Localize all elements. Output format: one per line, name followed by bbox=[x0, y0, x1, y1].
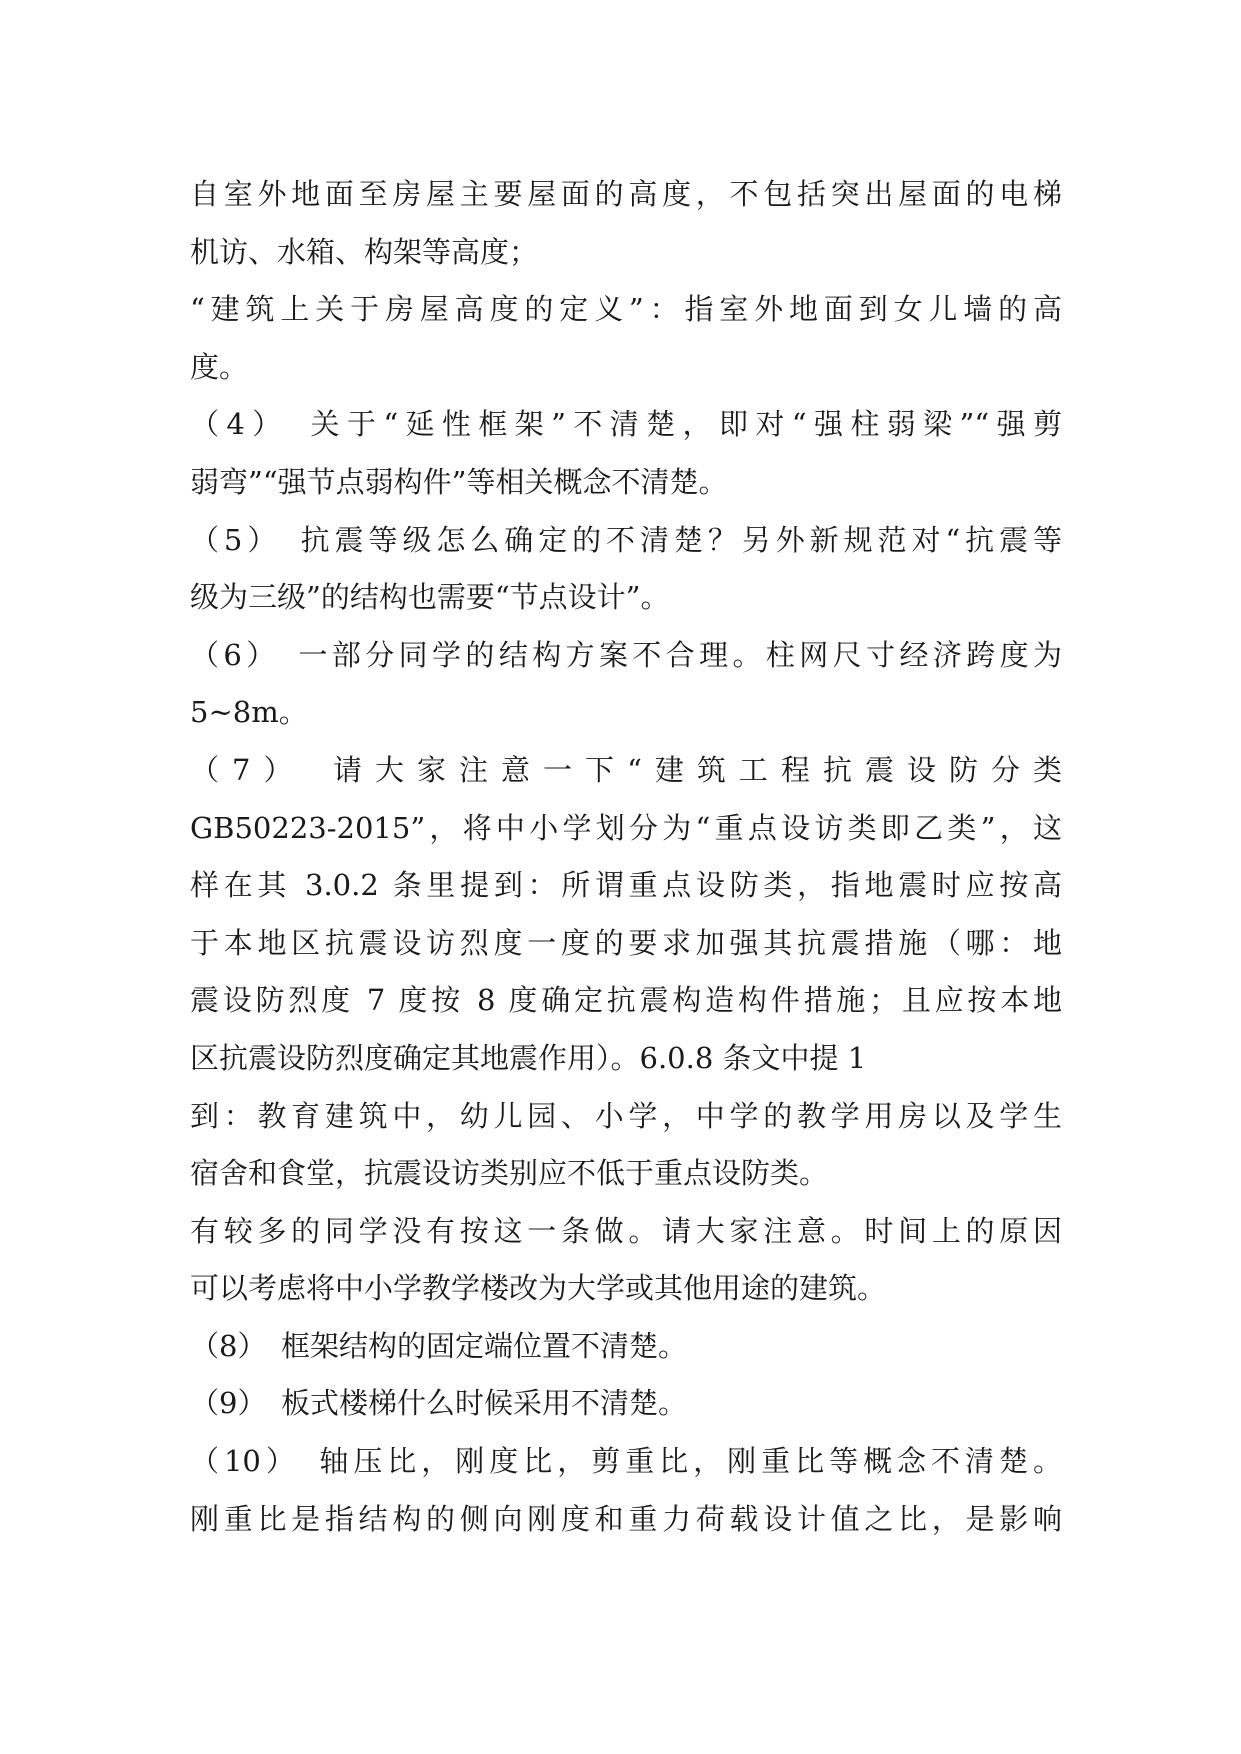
list-item-6: （6） 一部分同学的结构方案不合理。柱网尺寸经济跨度为 bbox=[190, 637, 1062, 672]
text-line: 震设防烈度 7 度按 8 度确定抗震构造构件措施；且应按本地 bbox=[190, 983, 1062, 1018]
text-line: 弱弯”“强节点弱构件”等相关概念不清楚。 bbox=[190, 464, 728, 499]
text-line: 自室外地面至房屋主要屋面的高度，不包括突出屋面的电梯 bbox=[190, 177, 1062, 211]
text-line: 可以考虑将中小学教学楼改为大学或其他用途的建筑。 bbox=[190, 1271, 887, 1306]
text-line: 区抗震设防烈度确定其地震作用）。6.0.8 条文中提 1 bbox=[190, 1040, 867, 1075]
list-item-4: （4） 关于“延性框架”不清楚，即对“强柱弱梁”“强剪 bbox=[190, 407, 1062, 442]
list-item-9: （9） 板式楼梯什么时候采用不清楚。 bbox=[190, 1386, 687, 1421]
text-line: 于本地区抗震设访烈度一度的要求加强其抗震措施（哪：地 bbox=[190, 925, 1062, 960]
text-line: 到：教育建筑中，幼儿园、小学，中学的教学用房以及学生 bbox=[190, 1098, 1062, 1133]
text-line: 刚重比是指结构的侧向刚度和重力荷载设计值之比，是影响 bbox=[190, 1501, 1062, 1536]
text-line: 度。 bbox=[190, 349, 249, 384]
text-line: 机访、水箱、构架等高度； bbox=[190, 234, 539, 269]
text-line: 样在其 3.0.2 条里提到：所谓重点设防类，指地震时应按高 bbox=[190, 868, 1062, 903]
text-line: 宿舍和食堂，抗震设访类别应不低于重点设防类。 bbox=[190, 1156, 829, 1191]
list-item-5: （5） 抗震等级怎么确定的不清楚？另外新规范对“抗震等 bbox=[190, 522, 1062, 557]
list-item-8: （8） 框架结构的固定端位置不清楚。 bbox=[190, 1328, 687, 1363]
text-line: “建筑上关于房屋高度的定义”：指室外地面到女儿墙的高 bbox=[190, 292, 1062, 327]
list-item-10: （10） 轴压比，刚度比，剪重比，刚重比等概念不清楚。 bbox=[190, 1444, 1062, 1479]
text-line: 5~8m。 bbox=[190, 695, 308, 730]
list-item-7: （7） 请大家注意一下“建筑工程抗震设防分类 bbox=[190, 752, 1062, 787]
document-body bbox=[190, 166, 1062, 1548]
text-line: GB50223-2015”，将中小学划分为“重点设访类即乙类”，这 bbox=[190, 810, 1062, 845]
text-line: 有较多的同学没有按这一条做。请大家注意。时间上的原因 bbox=[190, 1213, 1062, 1248]
text-line: 级为三级”的结构也需要“节点设计”。 bbox=[190, 580, 670, 615]
